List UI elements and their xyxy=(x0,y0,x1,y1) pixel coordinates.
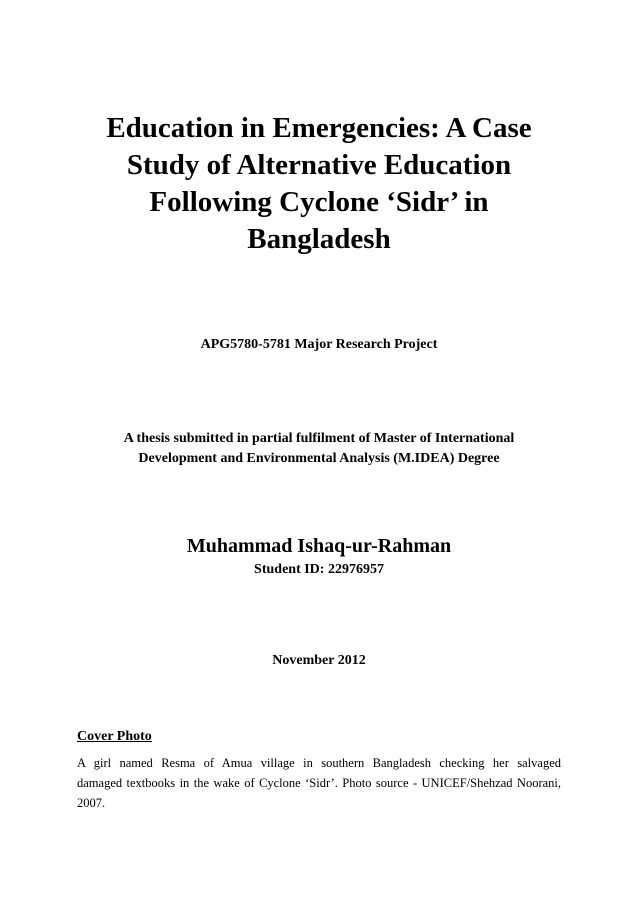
author-name: Muhammad Ishaq-ur-Rahman xyxy=(186,535,452,557)
thesis-statement xyxy=(60,429,578,469)
title-line: Bangladesh xyxy=(247,223,391,255)
title-line: Education in Emergencies: A Case xyxy=(106,112,532,144)
cover-photo-caption xyxy=(77,753,561,813)
thesis-line: Development and Environmental Analysis (M.IDEA) Degree xyxy=(138,451,500,466)
caption-line: A girl named Resma of Amua village in southern Bangladesh checking her salvaged xyxy=(77,756,561,770)
title-line: Following Cyclone ‘Sidr’ in xyxy=(149,186,489,218)
course-label: APG5780-5781 Major Research Project xyxy=(200,337,438,352)
cover-photo-heading: Cover Photo xyxy=(77,729,152,744)
caption-line: 2007. xyxy=(77,796,106,810)
document-title xyxy=(60,110,578,258)
caption-line: damaged textbooks in the wake of Cyclone ‘Sidr’. Photo source - UNICEF/Shehzad Noorani, xyxy=(77,776,561,790)
student-id: Student ID: 22976957 xyxy=(254,562,384,577)
submission-date: November 2012 xyxy=(272,653,366,668)
thesis-line: A thesis submitted in partial fulfilment of Master of International xyxy=(123,431,515,446)
title-line: Study of Alternative Education xyxy=(126,149,512,181)
